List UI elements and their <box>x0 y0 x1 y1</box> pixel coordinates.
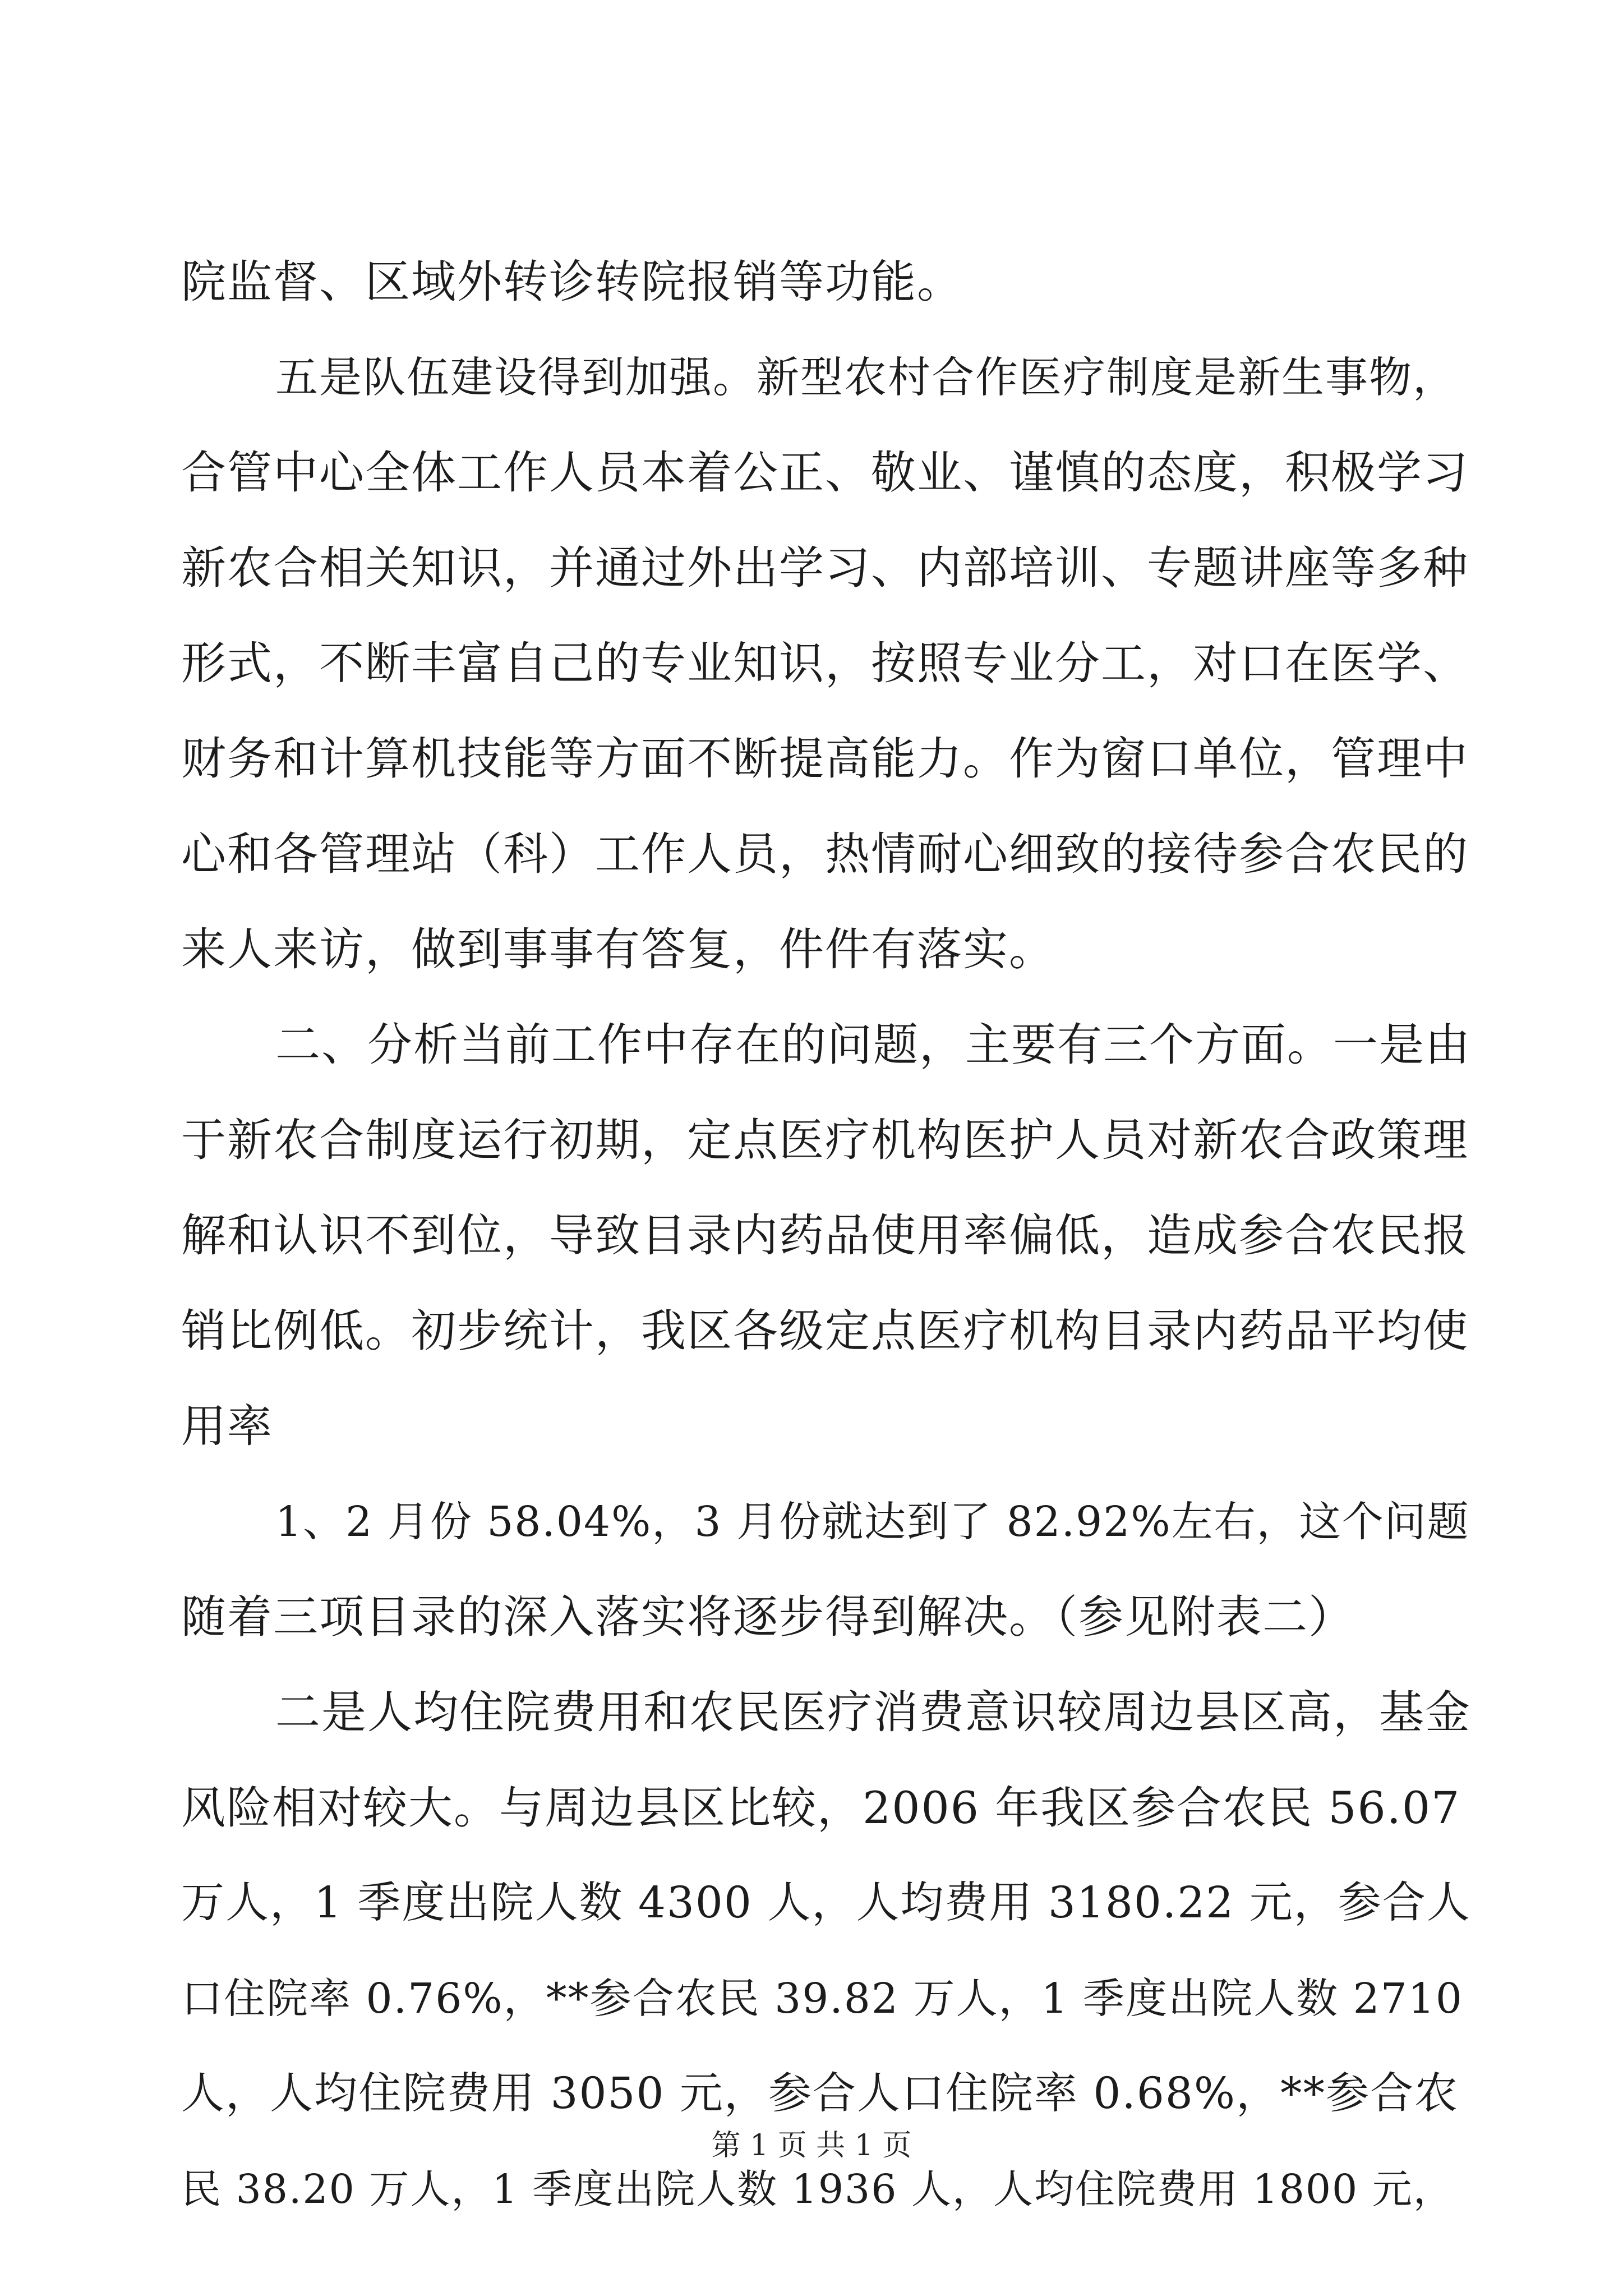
text-line: 二、分析当前工作中存在的问题，主要有三个方面。一是由 <box>275 1019 1471 1071</box>
text-line: 用率 <box>181 1400 273 1452</box>
text-line: 合管中心全体工作人员本着公正、敬业、谨慎的态度，积极学习 <box>181 447 1469 499</box>
text-line: 来人来访，做到事事有答复，件件有落实。 <box>181 923 1055 976</box>
text-line: 随着三项目录的深入落实将逐步得到解决。（参见附表二） <box>181 1591 1354 1643</box>
text-line: 口住院率 0.76%，**参合农民 39.82 万人，1 季度出院人数 2710 <box>181 1975 1463 2023</box>
text-line: 院监督、区域外转诊转院报销等功能。 <box>181 256 963 308</box>
text-line: 销比例低。初步统计，我区各级定点医疗机构目录内药品平均使 <box>181 1305 1469 1357</box>
text-line: 民 38.20 万人，1 季度出院人数 1936 人，人均住院费用 1800 元， <box>181 2166 1454 2212</box>
text-line: 风险相对较大。与周边县区比较，2006 年我区参合农民 56.07 <box>181 1782 1461 1834</box>
text-line: 财务和计算机技能等方面不断提高能力。作为窗口单位，管理中 <box>181 733 1469 785</box>
text-line: 新农合相关知识，并通过外出学习、内部培训、专题讲座等多种 <box>181 542 1469 594</box>
body-text <box>181 234 1471 2237</box>
text-line: 心和各管理站（科）工作人员，热情耐心细致的接待参合农民的 <box>181 828 1469 880</box>
text-line: 解和认识不到位，导致目录内药品使用率偏低，造成参合农民报 <box>181 1209 1469 1262</box>
text-line: 1、2 月份 58.04%，3 月份就达到了 82.92%左右，这个问题 <box>275 1498 1470 1546</box>
text-line: 人，人均住院费用 3050 元，参合人口住院率 0.68%，**参合农 <box>181 2069 1459 2119</box>
page-footer: 第 1 页 共 1 页 <box>711 2129 912 2162</box>
text-line: 于新农合制度运行初期，定点医疗机构医护人员对新农合政策理 <box>181 1114 1469 1166</box>
text-line: 万人，1 季度出院人数 4300 人，人均费用 3180.22 元，参合人 <box>181 1878 1471 1928</box>
text-line: 形式，不断丰富自己的专业知识，按照专业分工，对口在医学、 <box>181 637 1469 689</box>
text-line: 二是人均住院费用和农民医疗消费意识较周边县区高，基金 <box>275 1686 1471 1738</box>
text-line: 五是队伍建设得到加强。新型农村合作医疗制度是新生事物， <box>275 352 1456 402</box>
